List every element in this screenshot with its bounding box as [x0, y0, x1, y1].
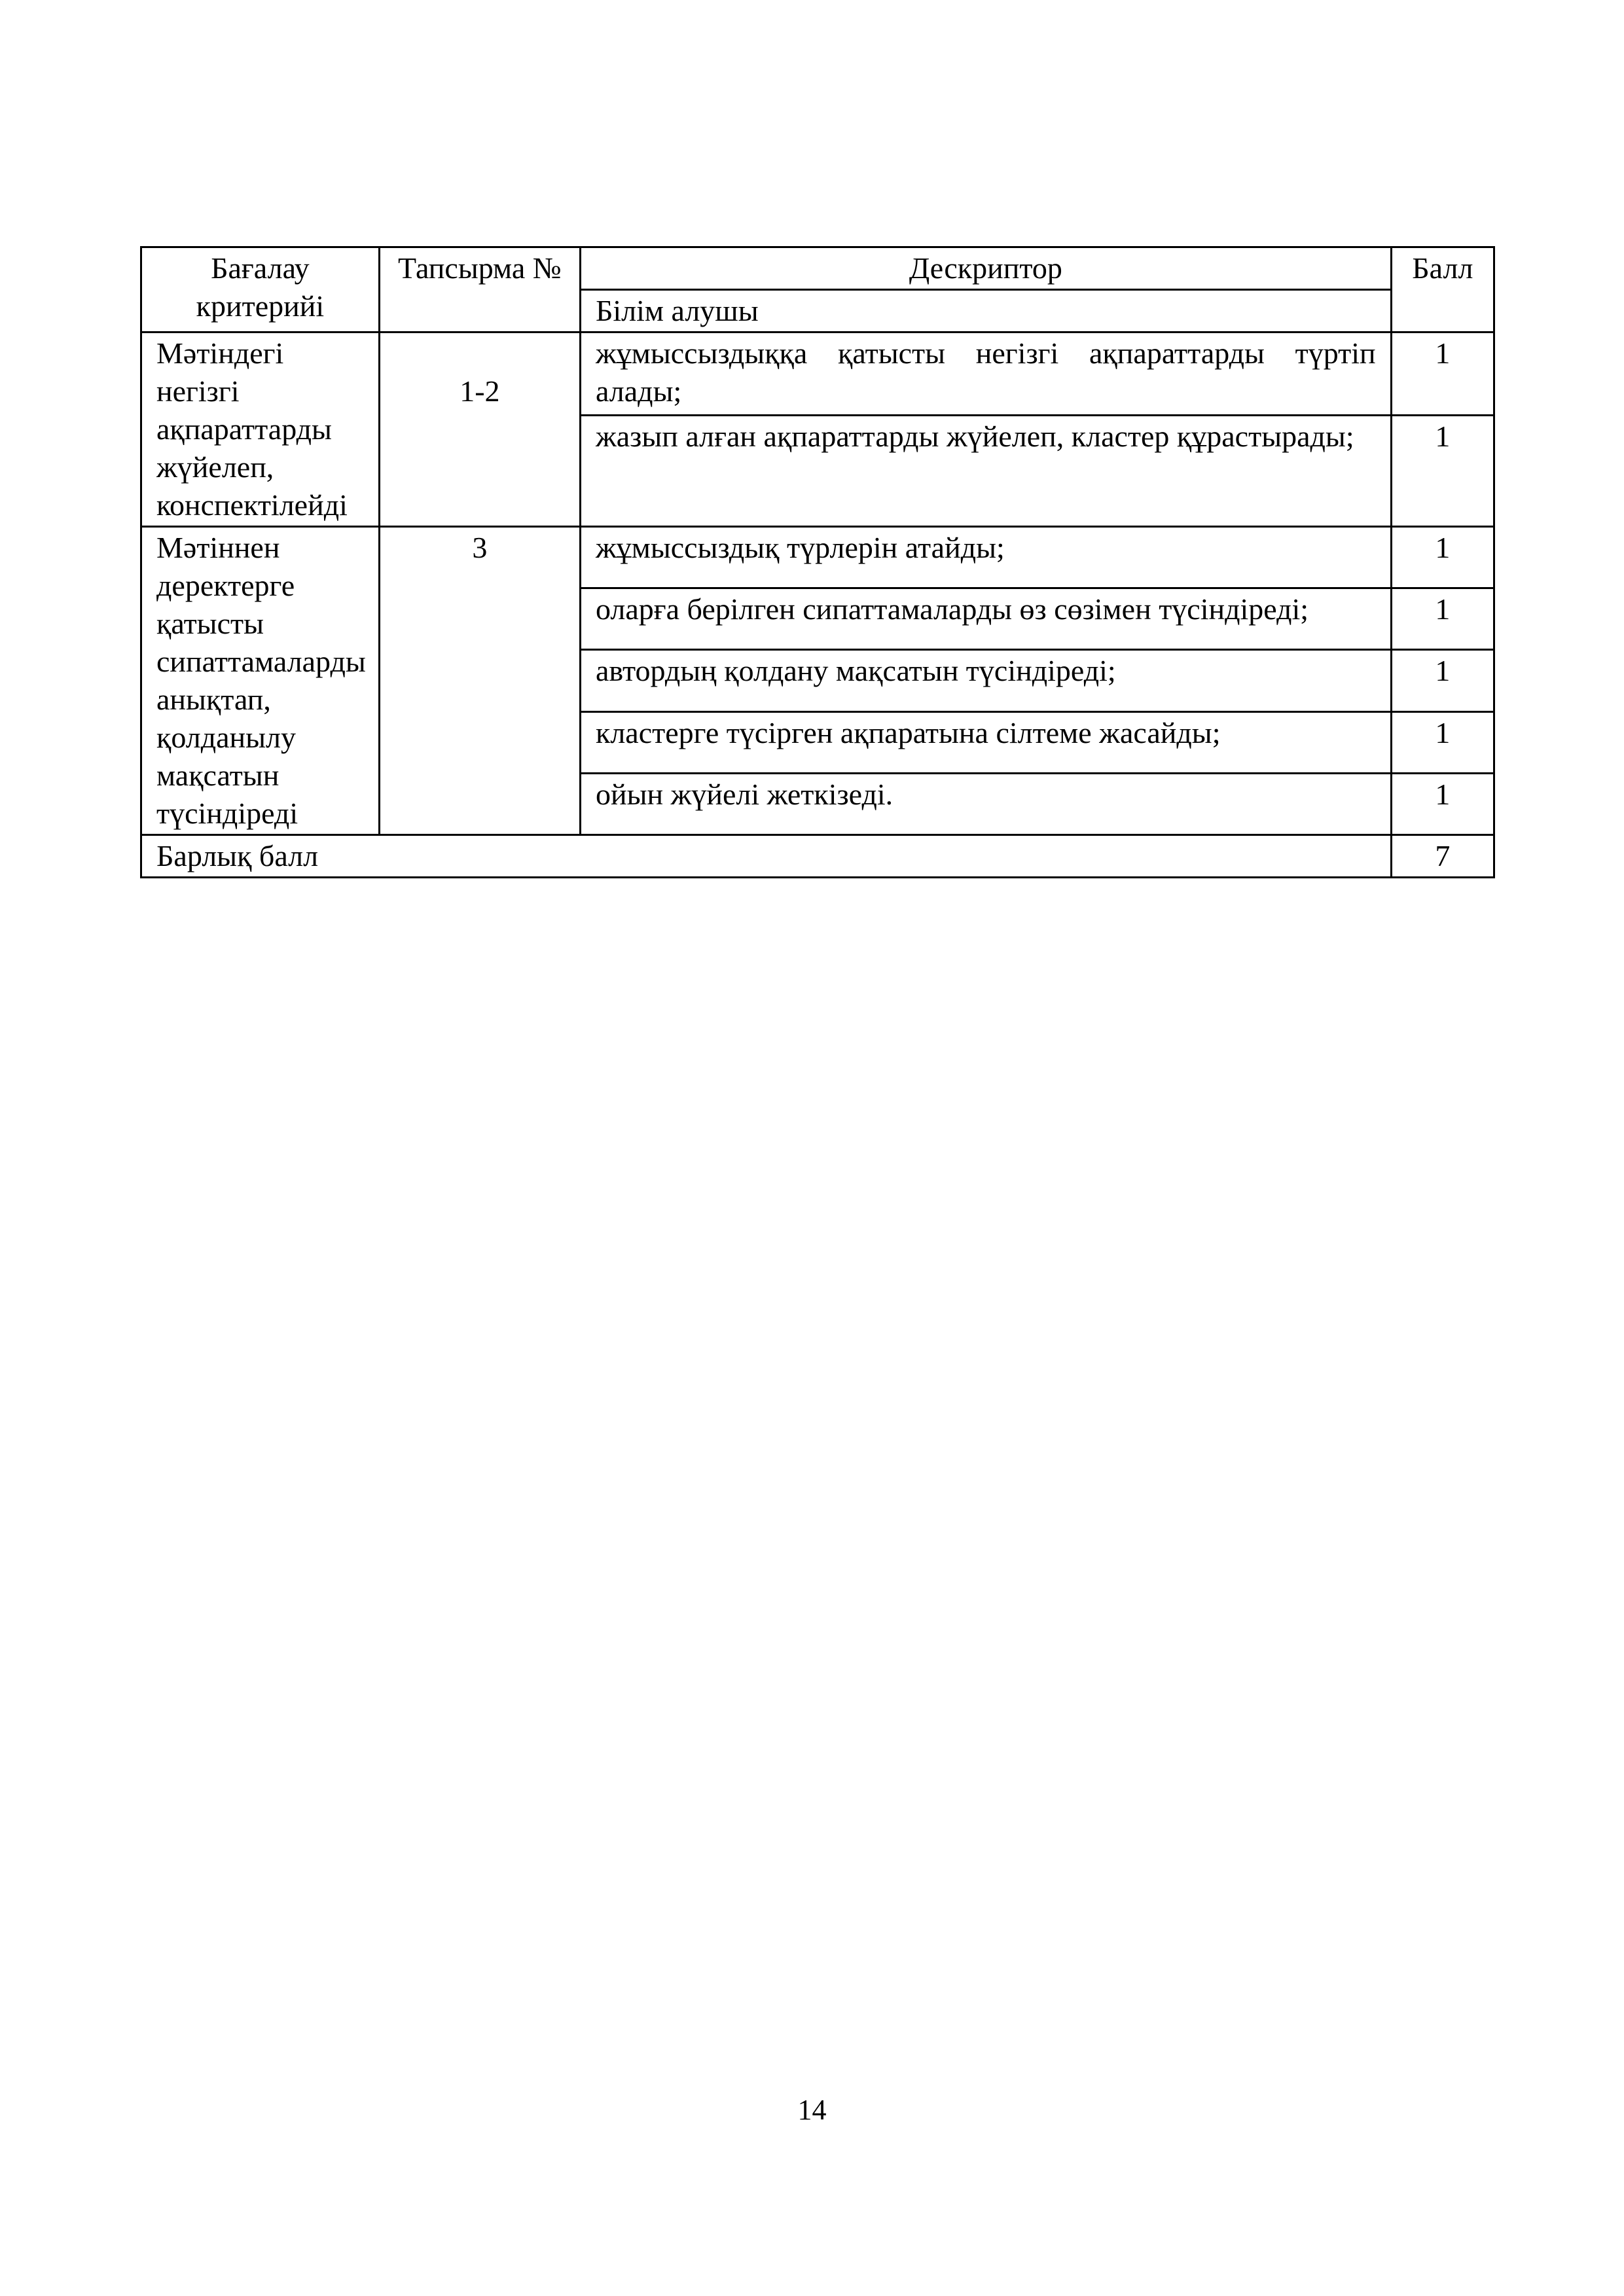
- descriptor-cell: автордың қолдану мақсатын түсіндіреді;: [580, 650, 1391, 711]
- assessment-rubric-table: [140, 246, 1495, 878]
- table-row: [141, 332, 1494, 416]
- score-cell: 1: [1391, 650, 1494, 711]
- criterion-cell: Мәтіннен деректерге қатысты сипаттамаларды анықтап, қолданылу мақсатын түсіндіреді: [141, 527, 380, 835]
- criterion-cell: Мәтіндегі негізгі ақпараттарды жүйелеп, конспектілейді: [141, 332, 380, 527]
- table-row: [141, 527, 1494, 588]
- total-label: Барлық балл: [141, 835, 1392, 878]
- score-cell: 1: [1391, 416, 1494, 527]
- score-cell: 1: [1391, 588, 1494, 650]
- descriptor-subheader: Білім алушы: [580, 290, 1391, 332]
- criterion-header: Бағалау критерийі: [141, 247, 380, 332]
- total-row: [141, 835, 1494, 878]
- score-cell: 1: [1391, 332, 1494, 416]
- score-cell: 1: [1391, 527, 1494, 588]
- score-cell: 1: [1391, 711, 1494, 773]
- descriptor-cell: кластерге түсірген ақпаратына сілтеме жасайды;: [580, 711, 1391, 773]
- descriptor-cell: жазып алған ақпараттарды жүйелеп, кластер құрастырады;: [580, 416, 1391, 527]
- descriptor-cell: жұмыссыздық түрлерін атайды;: [580, 527, 1391, 588]
- task-number-cell: 3: [379, 527, 580, 835]
- descriptor-cell: жұмыссыздыққа қатысты негізгі ақпараттарды түртіп алады;: [580, 332, 1391, 416]
- descriptor-cell: оларға берілген сипаттамаларды өз сөзімен түсіндіреді;: [580, 588, 1391, 650]
- task-number-cell: 1-2: [379, 332, 580, 527]
- total-score: 7: [1391, 835, 1494, 878]
- descriptor-cell: ойын жүйелі жеткізеді.: [580, 773, 1391, 834]
- score-cell: 1: [1391, 773, 1494, 834]
- descriptor-header: Дескриптор: [580, 247, 1391, 290]
- score-header: Балл: [1391, 247, 1494, 332]
- task-number-header: Тапсырма №: [379, 247, 580, 332]
- header-row: [141, 247, 1494, 290]
- page-number: 14: [797, 2094, 827, 2126]
